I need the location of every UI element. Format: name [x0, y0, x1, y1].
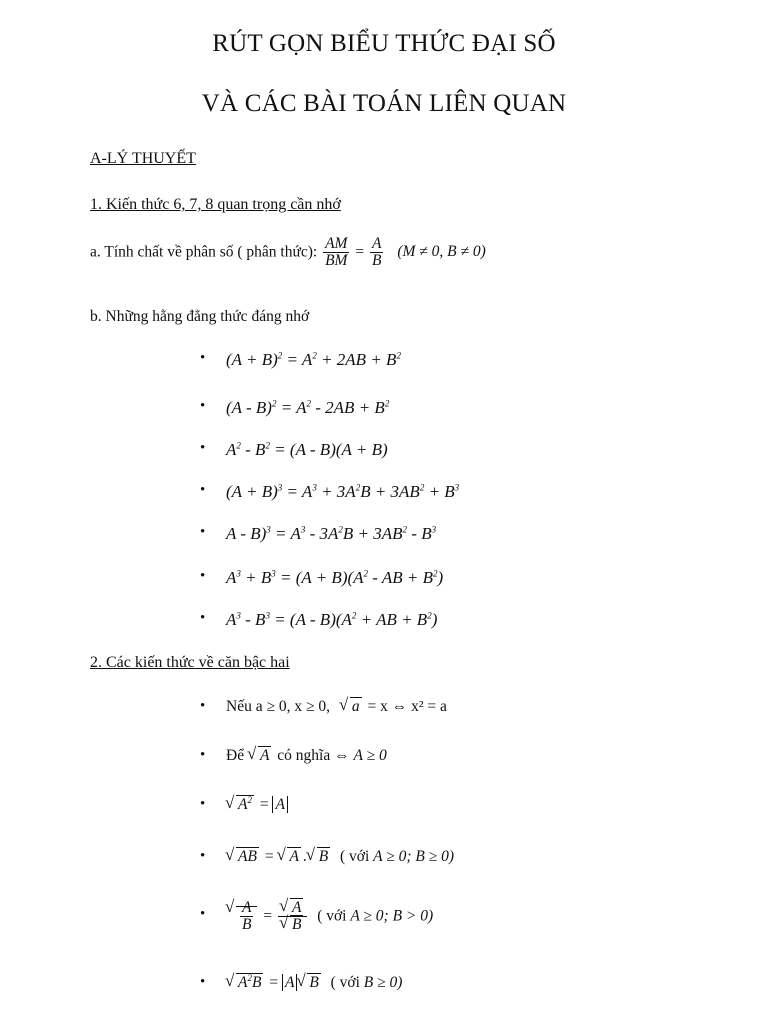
absolute-value: A: [272, 796, 287, 813]
fraction-numerator: √ A: [242, 899, 252, 916]
sqrt-rule-domain: [226, 747, 387, 765]
radicand: B: [291, 916, 302, 934]
sqrt-rule-text: Để: [226, 747, 248, 764]
condition-text: A ≥ 0; B ≥ 0): [373, 848, 455, 865]
fraction-sqrt-a-sqrt-b: [278, 900, 307, 934]
sqrt-rule-extract: √ $A^2B = A√$ B ( với B ≥ 0): [226, 974, 402, 992]
sqrt-symbol: [307, 848, 330, 866]
radicand: [236, 899, 257, 934]
identity-sum-cubes: $A^3 + B^3 = (A + B)(A^2$ - AB + $B^2$): [226, 568, 444, 587]
sqrt-symbol: [280, 917, 303, 933]
sqrt-symbol: [226, 900, 257, 934]
condition-prefix: ( với: [317, 907, 351, 925]
fraction-denominator: B: [242, 916, 252, 934]
identity-diff-cubes: $A^3 - B^3 = (A - B)(A^2$ + AB + $B^2$): [226, 610, 438, 629]
radicand: $A^2$: [238, 794, 252, 813]
fraction-property-label: a. Tính chất về phân số ( phân thức):: [90, 243, 318, 261]
fraction-numerator: A: [371, 235, 382, 252]
radicand: AB: [238, 848, 257, 865]
bullet-icon: •: [200, 848, 206, 864]
section-heading-theory: A-LÝ THUYẾT: [90, 150, 196, 167]
sqrt-symbol: [226, 974, 263, 992]
bullet-icon: •: [200, 568, 206, 584]
bullet-icon: •: [200, 974, 206, 990]
absolute-value: A: [282, 974, 297, 991]
identity-diff-squares: $A^2 - B^2 = (A - B)(A + B)$: [226, 440, 388, 459]
identities-label: b. Những hằng đẳng thức đáng nhớ: [90, 308, 310, 325]
subsection-heading-grade-knowledge: 1. Kiến thức 6, 7, 8 quan trọng cần nhớ: [90, 196, 341, 213]
sqrt-symbol: [226, 848, 259, 866]
bullet-icon: •: [200, 350, 206, 366]
sqrt-rule-quotient: √ $\frac{A}{B}$ = √ A √ B ( với A ≥ 0; B > 0): [226, 900, 433, 934]
sqrt-rule-abs: √ $A^2 = A$: [226, 796, 288, 814]
identity-cube-diff: $A - B)^3 = A^3 - 3A^2B + 3AB^2 - B^3$: [226, 524, 437, 543]
condition-text: A ≥ 0; B > 0): [350, 907, 434, 925]
fraction-property-line: [90, 236, 486, 270]
sqrt-symbol: [226, 796, 254, 814]
sqrt-symbol: [248, 747, 271, 765]
sqrt-rule-text: Nếu a ≥ 0, x ≥ 0,: [226, 698, 330, 715]
condition-text: B ≥ 0): [363, 974, 403, 991]
fraction-am-bm: [323, 236, 349, 270]
subsection-heading-square-roots: 2. Các kiến thức về căn bậc hai: [90, 654, 290, 671]
sqrt-symbol: [340, 698, 362, 716]
identity-cube-sum: $(A + B)^3 = A^3 + 3A^2B + 3AB^2 + B^3$: [226, 482, 460, 501]
radicand: A: [291, 899, 302, 916]
sqrt-rule-definition: [226, 698, 447, 716]
bullet-icon: •: [200, 796, 206, 812]
page-title-line-1: RÚT GỌN BIỂU THỨC ĐẠI SỐ: [212, 30, 556, 57]
page-title-line-2: VÀ CÁC BÀI TOÁN LIÊN QUAN: [201, 90, 567, 117]
condition-prefix: ( với: [330, 974, 364, 991]
bullet-icon: •: [200, 398, 206, 414]
identity-square-diff: $(A - B)^2 = A^2 - 2AB + B^2$: [226, 398, 390, 417]
fraction-denominator: [278, 917, 307, 933]
radicand: a: [351, 698, 360, 715]
bullet-icon: •: [200, 610, 206, 626]
sqrt-rule-text: có nghĩa ⇔: [273, 747, 354, 764]
radicand: B: [318, 848, 329, 865]
radicand: A: [259, 747, 270, 764]
equals-sign: =: [355, 243, 365, 261]
identity-square-sum: $(A + B)^2 = A^2 + 2AB + B^2$: [226, 350, 401, 369]
fraction-condition: (M ≠ 0, B ≠ 0): [397, 243, 486, 261]
sqrt-condition: A ≥ 0: [353, 747, 387, 764]
sqrt-rule-product: √ AB = √ A .√ B ( với A ≥ 0; B ≥ 0): [226, 848, 454, 866]
bullet-icon: •: [200, 747, 206, 763]
bullet-icon: •: [200, 906, 206, 922]
fraction-a-b: [370, 236, 383, 270]
radicand: A: [289, 848, 299, 865]
sqrt-rule-tail: = x ⇔ x² = a: [363, 698, 447, 715]
bullet-icon: •: [200, 482, 206, 498]
radicand: B: [309, 974, 319, 991]
fraction-denominator: B: [371, 252, 382, 270]
fraction-numerator: AM: [325, 235, 348, 252]
sqrt-symbol: [277, 848, 300, 866]
condition-prefix: ( với: [340, 848, 374, 865]
sqrt-symbol: [297, 974, 320, 992]
fraction-a-b: [240, 900, 253, 934]
bullet-icon: •: [200, 524, 206, 540]
fraction-denominator: BM: [325, 252, 348, 270]
radicand: $A^2B$: [238, 972, 262, 991]
bullet-icon: •: [200, 698, 206, 714]
bullet-icon: •: [200, 440, 206, 456]
